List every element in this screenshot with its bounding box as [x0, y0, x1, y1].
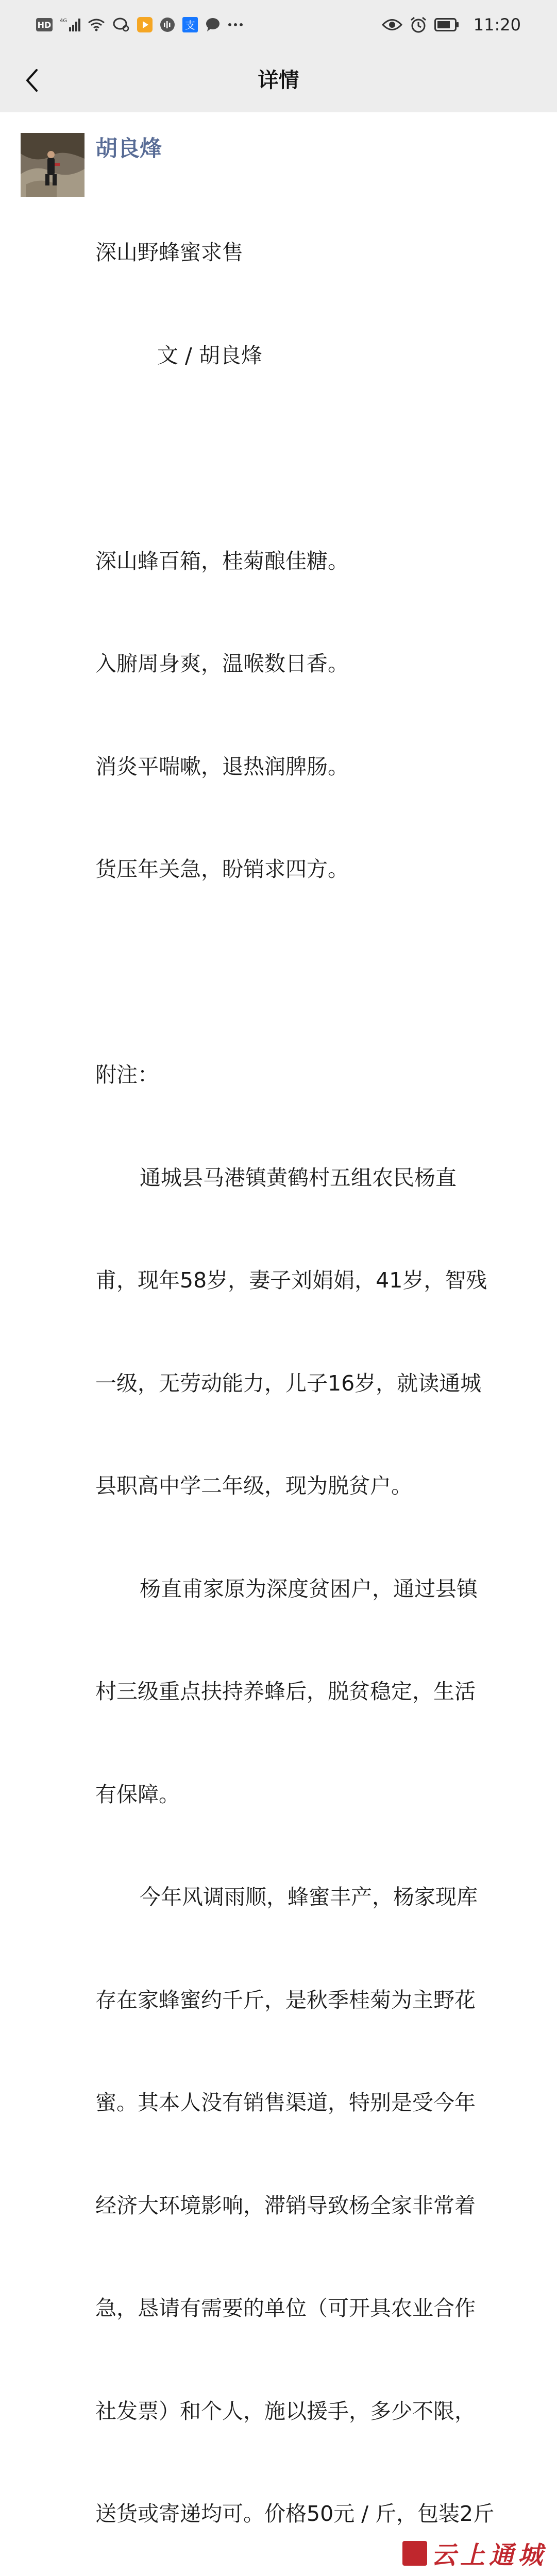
svg-text:支: 支 — [185, 19, 195, 31]
post-title: 深山野蜂蜜求售 — [95, 240, 243, 265]
post-content — [95, 131, 538, 2576]
more-icon — [228, 22, 243, 27]
watermark — [402, 2535, 547, 2571]
paragraph-line: 存在家蜂蜜约千斤，是秋季桂菊为主野花 — [95, 1987, 476, 2012]
eye-icon — [382, 18, 402, 31]
status-bar — [0, 0, 557, 48]
alarm-icon — [410, 16, 427, 33]
wifi-icon — [88, 18, 105, 32]
chat-bubble-icon — [112, 17, 130, 32]
watermark-text: 云上通城 — [431, 2541, 547, 2570]
paragraph-line: 村三级重点扶持养蜂后，脱贫稳定，生活 — [95, 1679, 476, 1704]
paragraph-line: 杨直甫家原为深度贫困户，通过县镇 — [140, 1576, 478, 1601]
note-heading: 附注： — [95, 1062, 159, 1087]
paragraph-line: 社发票）和个人，施以援手，多少不限， — [95, 2398, 476, 2424]
paragraph-line: 蜜。其本人没有销售渠道，特别是受今年 — [95, 2090, 476, 2115]
chevron-left-icon — [24, 68, 40, 93]
seal-icon — [402, 2541, 427, 2566]
status-right-icons — [382, 12, 521, 37]
paragraph-line: 通城县马港镇黄鹤村五组农民杨直 — [140, 1165, 457, 1190]
paragraph-line: 一级，无劳动能力，儿子16岁，就读通城 — [95, 1370, 482, 1396]
paragraph-line: 甫，现年58岁，妻子刘娟娟，41岁，智残 — [95, 1268, 487, 1293]
audio-app-icon — [160, 17, 175, 32]
blank-line — [95, 955, 538, 990]
clock: 11:20 — [473, 15, 521, 35]
svg-text:4G: 4G — [60, 18, 67, 24]
poem-line: 货压年关急，盼销求四方。 — [95, 857, 349, 882]
battery-icon — [434, 18, 459, 31]
post-body — [95, 167, 538, 2576]
paragraph-line: 经济大环境影响，滞销导致杨全家非常着 — [95, 2193, 476, 2218]
post-byline: 文 / 胡良烽 — [157, 343, 262, 368]
video-app-icon — [137, 17, 153, 32]
page-title: 详情 — [258, 69, 299, 92]
back-button[interactable] — [15, 64, 48, 97]
poem-line: 入腑周身爽，温喉数日香。 — [95, 651, 349, 676]
hd-icon: HD — [36, 18, 53, 31]
author-name[interactable]: 胡良烽 — [95, 136, 162, 162]
paragraph-line: 县职高中学二年级，现为脱贫户。 — [95, 1473, 412, 1498]
poem-line: 消炎平喘嗽，退热润脾肠。 — [95, 754, 349, 779]
status-left-icons — [36, 13, 250, 36]
message-icon — [205, 17, 221, 32]
avatar[interactable] — [21, 133, 85, 197]
paragraph-line: 送货或寄递均可。价格50元 / 斤，包装2斤 — [95, 2501, 495, 2526]
alipay-icon — [182, 17, 198, 32]
signal-icon — [60, 17, 80, 32]
nav-bar — [0, 48, 557, 112]
blank-line — [95, 441, 538, 476]
paragraph-line: 急，恳请有需要的单位（可开具农业合作 — [95, 2296, 476, 2320]
paragraph-line: 有保障。 — [95, 1782, 180, 1807]
poem-line: 深山蜂百箱，桂菊酿佳糖。 — [95, 548, 349, 573]
paragraph-line: 今年风调雨顺，蜂蜜丰产，杨家现库 — [140, 1885, 478, 1909]
